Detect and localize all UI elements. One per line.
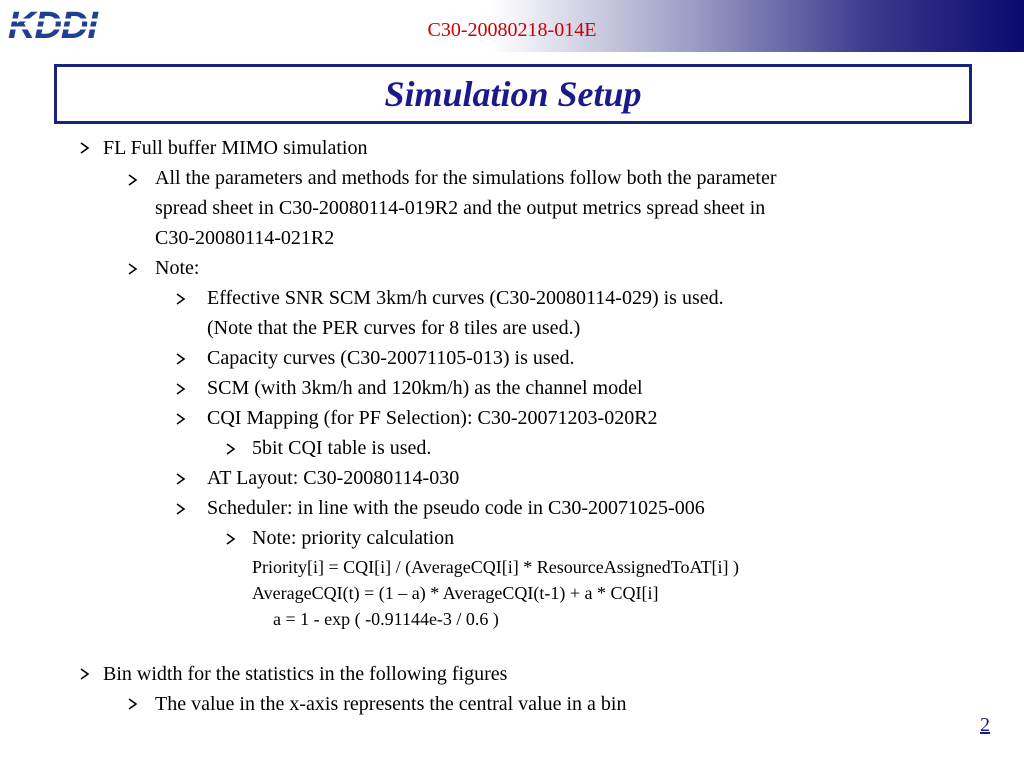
note-at-layout: AT Layout: C30-20080114-030 xyxy=(207,467,460,489)
note-5bit-cqi-table: 5bit CQI table is used. xyxy=(252,437,432,459)
note-capacity-curves: Capacity curves (C30-20071105-013) is used. xyxy=(207,347,575,369)
note-cqi-mapping: CQI Mapping (for PF Selection): C30-20071203-020R2 xyxy=(207,407,658,429)
arrow-bullet-icon xyxy=(174,382,188,396)
bullet-parameters-line2: spread sheet in C30-20080114-019R2 and the output metrics spread sheet in xyxy=(155,197,766,219)
bullet-bin-width: Bin width for the statistics in the following figures xyxy=(103,663,508,685)
formula-a-coefficient: a = 1 - exp ( -0.91144e-3 / 0.6 ) xyxy=(273,609,499,629)
formula-priority: Priority[i] = CQI[i] / (AverageCQI[i] * ResourceAssignedToAT[i] ) xyxy=(252,557,739,577)
page-number[interactable]: 2 xyxy=(980,714,990,736)
arrow-bullet-icon xyxy=(224,532,238,546)
bullet-x-axis-value: The value in the x-axis represents the central value in a bin xyxy=(155,693,627,715)
arrow-bullet-icon xyxy=(126,262,140,276)
arrow-bullet-icon xyxy=(126,697,140,711)
note-scm-channel-model: SCM (with 3km/h and 120km/h) as the channel model xyxy=(207,377,643,399)
bullet-fl-full-buffer: FL Full buffer MIMO simulation xyxy=(103,137,368,159)
document-id: C30-20080218-014E xyxy=(427,19,597,41)
note-scheduler: Scheduler: in line with the pseudo code in C30-20071025-006 xyxy=(207,497,705,519)
note-effective-snr-line1: Effective SNR SCM 3km/h curves (C30-20080114-029) is used. xyxy=(207,287,724,309)
arrow-bullet-icon xyxy=(78,667,92,681)
bullet-parameters-line1: All the parameters and methods for the simulations follow both the parameter xyxy=(155,167,777,189)
arrow-bullet-icon xyxy=(126,173,140,187)
arrow-bullet-icon xyxy=(78,141,92,155)
note-effective-snr-line2: (Note that the PER curves for 8 tiles are used.) xyxy=(207,317,581,339)
arrow-bullet-icon xyxy=(174,292,188,306)
bullet-parameters-line3: C30-20080114-021R2 xyxy=(155,227,335,249)
arrow-bullet-icon xyxy=(174,472,188,486)
bullet-note: Note: xyxy=(155,257,200,279)
formula-average-cqi: AverageCQI(t) = (1 – a) * AverageCQI(t-1) + a * CQI[i] xyxy=(252,583,659,603)
arrow-bullet-icon xyxy=(174,352,188,366)
kddi-logo-text: KDDI xyxy=(8,6,97,44)
arrow-bullet-icon xyxy=(224,442,238,456)
arrow-bullet-icon xyxy=(174,502,188,516)
page-title: Simulation Setup xyxy=(384,74,642,114)
arrow-bullet-icon xyxy=(174,412,188,426)
note-priority-calculation: Note: priority calculation xyxy=(252,527,455,549)
